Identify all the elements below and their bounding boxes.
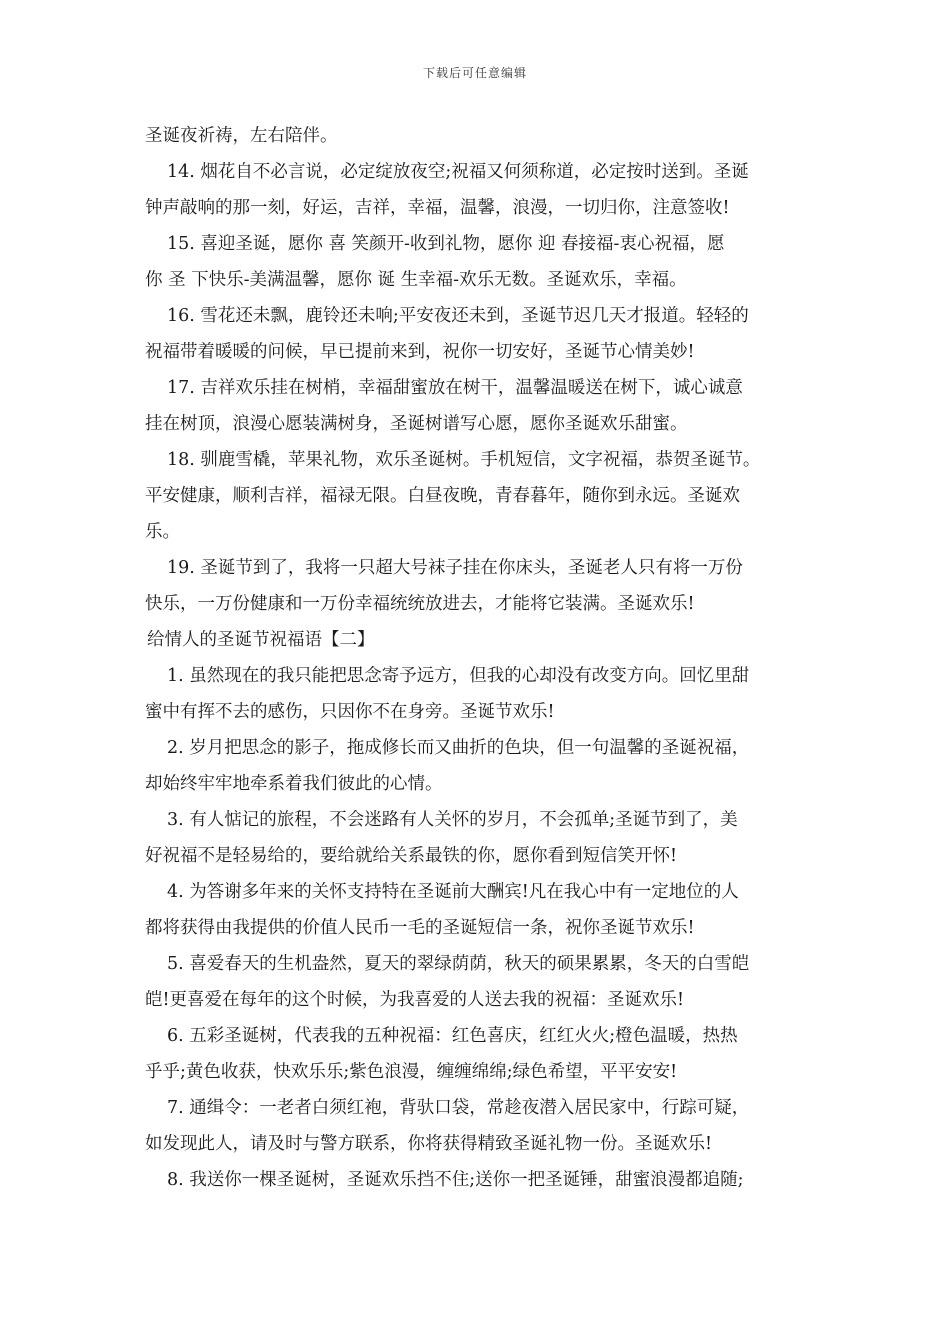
text-line: 皑!更喜爱在每年的这个时候，为我喜爱的人送去我的祝福：圣诞欢乐!: [145, 990, 685, 1010]
text-line: 都将获得由我提供的价值人民币一毛的圣诞短信一条，祝你圣诞节欢乐!: [145, 918, 695, 938]
text-line: 好祝福不是轻易给的，要给就给关系最铁的你，愿你看到短信笑开怀!: [145, 846, 678, 866]
text-line: 却始终牢牢地牵系着我们彼此的心情。: [145, 774, 443, 794]
page-header: 下载后可任意编辑: [422, 66, 527, 80]
text-line: 2. 岁月把思念的影子，拖成修长而又曲折的色块，但一句温馨的圣诞祝福，: [167, 738, 750, 758]
text-line: 7. 通缉令：一老者白须红袍，背驮口袋，常趁夜潜入居民家中，行踪可疑，: [167, 1098, 750, 1118]
text-line: 4. 为答谢多年来的关怀支持特在圣诞前大酬宾!凡在我心中有一定地位的人: [167, 882, 739, 902]
text-line: 乐。: [145, 522, 180, 542]
text-line: 5. 喜爱春天的生机盎然，夏天的翠绿荫荫，秋天的硕果累累，冬天的白雪皑: [167, 954, 750, 974]
text-line: 挂在树顶，浪漫心愿装满树身，圣诞树谱写心愿，愿你圣诞欢乐甜蜜。: [145, 414, 688, 434]
text-line: 如发现此人，请及时与警方联系，你将获得精致圣诞礼物一份。圣诞欢乐!: [145, 1134, 713, 1154]
text-line: 蜜中有挥不去的感伤，只因你不在身旁。圣诞节欢乐!: [145, 702, 555, 722]
text-line: 17. 吉祥欢乐挂在树梢，幸福甜蜜放在树干，温馨温暖送在树下，诚心诚意: [167, 378, 743, 398]
text-line: 18. 驯鹿雪橇，苹果礼物，欢乐圣诞树。手机短信，文字祝福，恭贺圣诞节。: [167, 450, 761, 470]
text-line: 祝福带着暖暖的问候，早已提前来到，祝你一切安好，圣诞节心情美妙!: [145, 342, 695, 362]
text-line: 快乐，一万份健康和一万份幸福统统放进去，才能将它装满。圣诞欢乐!: [145, 594, 695, 614]
text-line: 14. 烟花自不必言说，必定绽放夜空;祝福又何须称道，必定按时送到。圣诞: [167, 162, 749, 182]
text-line: 15. 喜迎圣诞，愿你 喜 笑颜开-收到礼物，愿你 迎 春接福-衷心祝福，愿: [167, 234, 725, 254]
text-line: 乎乎;黄色收获，快欢乐乐;紫色浪漫，缠缠绵绵;绿色希望，平平安安!: [145, 1062, 678, 1082]
text-line: 圣诞夜祈祷，左右陪伴。: [145, 126, 338, 146]
text-line: 1. 虽然现在的我只能把思念寄予远方，但我的心却没有改变方向。回忆里甜: [167, 666, 750, 686]
text-line: 19. 圣诞节到了，我将一只超大号袜子挂在你床头，圣诞老人只有将一万份: [167, 558, 743, 578]
text-line: 16. 雪花还未飘，鹿铃还未响;平安夜还未到，圣诞节迟几天才报道。轻轻的: [167, 306, 749, 326]
text-line: 6. 五彩圣诞树，代表我的五种祝福：红色喜庆，红红火火;橙色温暖，热热: [167, 1026, 738, 1046]
text-line: 你 圣 下快乐-美满温馨，愿你 诞 生幸福-欢乐无数。圣诞欢乐，幸福。: [145, 270, 687, 290]
document-body: [145, 118, 815, 1198]
text-line: 钟声敲响的那一刻，好运，吉祥，幸福，温馨，浪漫，一切归你，注意签收!: [145, 198, 730, 218]
text-line: 平安健康，顺利吉祥，福禄无限。白昼夜晚，青春暮年，随你到永远。圣诞欢: [145, 486, 740, 506]
text-line: 8. 我送你一棵圣诞树，圣诞欢乐挡不住;送你一把圣诞锤，甜蜜浪漫都追随;: [167, 1170, 744, 1190]
section-heading: 给情人的圣诞节祝福语【二】: [147, 630, 375, 650]
text-line: 3. 有人惦记的旅程，不会迷路有人关怀的岁月，不会孤单;圣诞节到了，美: [167, 810, 738, 830]
